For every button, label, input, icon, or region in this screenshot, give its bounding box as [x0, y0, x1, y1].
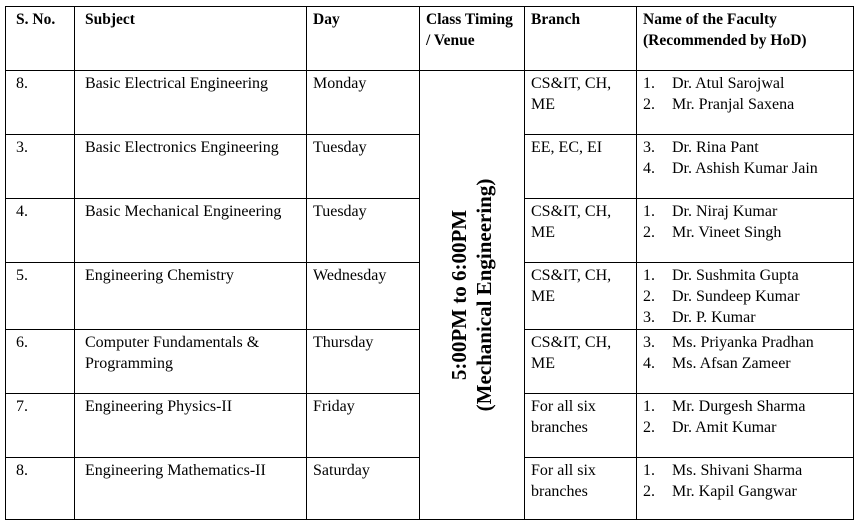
header-faculty: Name of the Faculty (Recommended by HoD)	[637, 7, 854, 71]
faculty-item	[643, 332, 847, 353]
faculty-name: Mr. Durgesh Sharma	[672, 397, 806, 415]
faculty-cell	[637, 457, 854, 519]
branch-cell: CS&IT, CH, ME	[525, 263, 637, 329]
faculty-name: Ms. Afsan Zameer	[672, 354, 791, 372]
faculty-number: 2.	[643, 418, 655, 436]
sno-cell: 8.	[6, 457, 75, 519]
faculty-item	[643, 307, 847, 328]
faculty-list	[643, 265, 847, 328]
branch-cell: CS&IT, CH, ME	[525, 329, 637, 393]
header-subject: Subject	[75, 7, 307, 71]
faculty-item	[643, 481, 847, 502]
header-row	[6, 7, 854, 71]
subject-cell: Engineering Physics-II	[75, 393, 307, 457]
faculty-cell	[637, 135, 854, 199]
day-cell: Tuesday	[307, 199, 420, 263]
subject-cell: Engineering Chemistry	[75, 263, 307, 329]
faculty-number: 4.	[643, 354, 655, 372]
faculty-list	[643, 137, 847, 179]
faculty-item	[643, 222, 847, 243]
faculty-number: 1.	[643, 397, 655, 415]
faculty-item	[643, 94, 847, 115]
branch-cell: CS&IT, CH, ME	[525, 71, 637, 135]
class-time: 5:00PM to 6:00PM	[447, 209, 471, 381]
faculty-list	[643, 332, 847, 374]
faculty-number: 1.	[643, 267, 655, 285]
header-day: Day	[307, 7, 420, 71]
branch-cell: For all six branches	[525, 457, 637, 519]
faculty-list	[643, 201, 847, 243]
faculty-name: Ms. Shivani Sharma	[672, 461, 803, 479]
faculty-name: Dr. Rina Pant	[672, 139, 759, 157]
header-sno: S. No.	[6, 7, 75, 71]
faculty-number: 1.	[643, 203, 655, 221]
faculty-item	[643, 265, 847, 286]
subject-cell: Computer Fundamentals & Programming	[75, 329, 307, 393]
sno-cell: 4.	[6, 199, 75, 263]
faculty-number: 2.	[643, 224, 655, 242]
day-cell: Friday	[307, 393, 420, 457]
faculty-number: 3.	[643, 139, 655, 157]
branch-cell: For all six branches	[525, 393, 637, 457]
venue: (Mechanical Engineering)	[472, 178, 496, 412]
faculty-number: 2.	[643, 288, 655, 306]
sno-cell: 7.	[6, 393, 75, 457]
faculty-item	[643, 158, 847, 179]
subject-cell: Basic Electrical Engineering	[75, 71, 307, 135]
day-cell: Thursday	[307, 329, 420, 393]
header-branch: Branch	[525, 7, 637, 71]
timing-venue-text	[447, 179, 497, 412]
faculty-item	[643, 417, 847, 438]
timetable	[5, 6, 854, 520]
day-cell: Saturday	[307, 457, 420, 519]
faculty-cell	[637, 199, 854, 263]
faculty-number: 1.	[643, 75, 655, 92]
faculty-list	[643, 460, 847, 502]
faculty-item	[643, 137, 847, 158]
faculty-item	[643, 73, 847, 94]
faculty-item	[643, 286, 847, 307]
faculty-name: Mr. Kapil Gangwar	[672, 482, 797, 500]
header-timing: Class Timing / Venue	[420, 7, 525, 71]
branch-cell: EE, EC, EI	[525, 135, 637, 199]
faculty-list	[643, 73, 847, 115]
faculty-cell	[637, 393, 854, 457]
subject-cell: Engineering Mathematics-II	[75, 457, 307, 519]
faculty-cell	[637, 329, 854, 393]
faculty-name: Dr. Niraj Kumar	[672, 203, 778, 221]
faculty-number: 2.	[643, 482, 655, 500]
faculty-number: 2.	[643, 96, 655, 113]
faculty-item	[643, 396, 847, 417]
faculty-name: Dr. Sushmita Gupta	[672, 267, 799, 285]
branch-cell: CS&IT, CH, ME	[525, 199, 637, 263]
sno-cell: 8.	[6, 71, 75, 135]
faculty-name: Dr. Ashish Kumar Jain	[672, 160, 818, 178]
faculty-name: Dr. P. Kumar	[672, 309, 756, 327]
day-cell: Monday	[307, 71, 420, 135]
timing-venue-cell	[420, 71, 525, 520]
faculty-name: Ms. Priyanka Pradhan	[672, 333, 814, 351]
faculty-item	[643, 201, 847, 222]
faculty-cell	[637, 71, 854, 135]
faculty-name: Dr. Sundeep Kumar	[672, 288, 800, 306]
faculty-item	[643, 460, 847, 481]
table-row	[6, 71, 854, 135]
faculty-list	[643, 396, 847, 438]
sno-cell: 3.	[6, 135, 75, 199]
faculty-name: Dr. Amit Kumar	[672, 418, 777, 436]
sno-cell: 5.	[6, 263, 75, 329]
day-cell: Tuesday	[307, 135, 420, 199]
subject-cell: Basic Electronics Engineering	[75, 135, 307, 199]
faculty-name: Mr. Vineet Singh	[672, 224, 782, 242]
faculty-number: 3.	[643, 333, 655, 351]
faculty-number: 3.	[643, 309, 655, 327]
subject-cell: Basic Mechanical Engineering	[75, 199, 307, 263]
sno-cell: 6.	[6, 329, 75, 393]
faculty-name: Dr. Atul Sarojwal	[672, 75, 785, 92]
faculty-name: Mr. Pranjal Saxena	[672, 96, 795, 113]
faculty-number: 1.	[643, 461, 655, 479]
day-cell: Wednesday	[307, 263, 420, 329]
faculty-number: 4.	[643, 160, 655, 178]
faculty-item	[643, 353, 847, 374]
faculty-cell	[637, 263, 854, 329]
